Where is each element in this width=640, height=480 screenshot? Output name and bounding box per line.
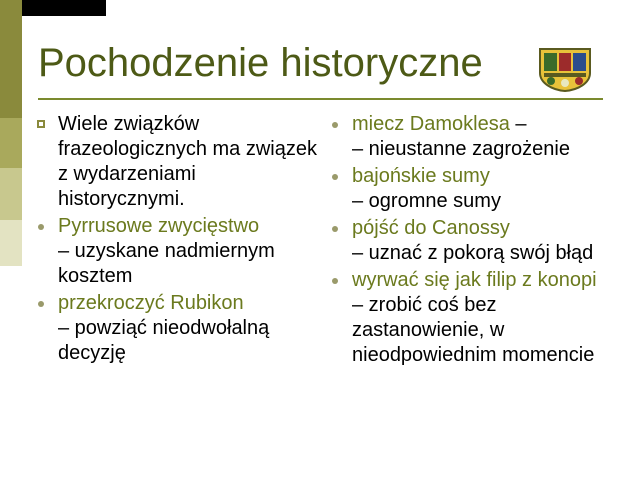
list-item xyxy=(32,112,322,212)
page-title: Pochodzenie historyczne xyxy=(38,41,483,85)
bar-segment-5 xyxy=(0,266,22,480)
left-bullet-list xyxy=(32,112,322,366)
right-bullet-list xyxy=(326,112,626,368)
list-item-highlight: Pyrrusowe zwycięstwo xyxy=(58,215,260,237)
bar-segment-4 xyxy=(0,220,22,266)
list-item-highlight: przekroczyć Rubikon xyxy=(58,292,244,314)
list-item xyxy=(32,214,322,289)
list-item-text: – uznać z pokorą swój błąd xyxy=(352,242,594,264)
list-item-highlight: pójść do Canossy xyxy=(352,217,510,239)
list-item-text: – zrobić coś bez zastanowienie, w nieodpowiednim momencie xyxy=(352,294,595,366)
top-black-block xyxy=(22,0,106,16)
bar-segment-2 xyxy=(0,118,22,168)
list-item-dash: – xyxy=(515,113,527,135)
list-item-text: – nieustanne zagrożenie xyxy=(352,138,570,160)
right-column xyxy=(326,112,626,370)
bar-segment-1 xyxy=(0,0,22,118)
title-divider xyxy=(38,98,603,100)
list-item-highlight: miecz Damoklesa xyxy=(352,113,510,135)
coat-of-arms-icon xyxy=(538,47,592,93)
list-item-text: – ogromne sumy xyxy=(352,190,501,212)
bar-segment-3 xyxy=(0,168,22,220)
left-column xyxy=(32,112,322,368)
list-item xyxy=(32,291,322,366)
left-decorative-bar xyxy=(0,0,22,480)
list-item-highlight: bajońskie sumy xyxy=(352,165,490,187)
list-item-text: – uzyskane nadmiernym kosztem xyxy=(58,240,275,287)
list-item-text: Wiele związków frazeologicznych ma związek z wydarzeniami historycznymi. xyxy=(58,113,317,210)
list-item xyxy=(326,164,626,214)
list-item xyxy=(326,112,626,162)
list-item xyxy=(326,216,626,266)
list-item-highlight: wyrwać się jak filip z konopi xyxy=(352,269,597,291)
list-item-text: – powziąć nieodwołalną decyzję xyxy=(58,317,270,364)
list-item xyxy=(326,268,626,368)
